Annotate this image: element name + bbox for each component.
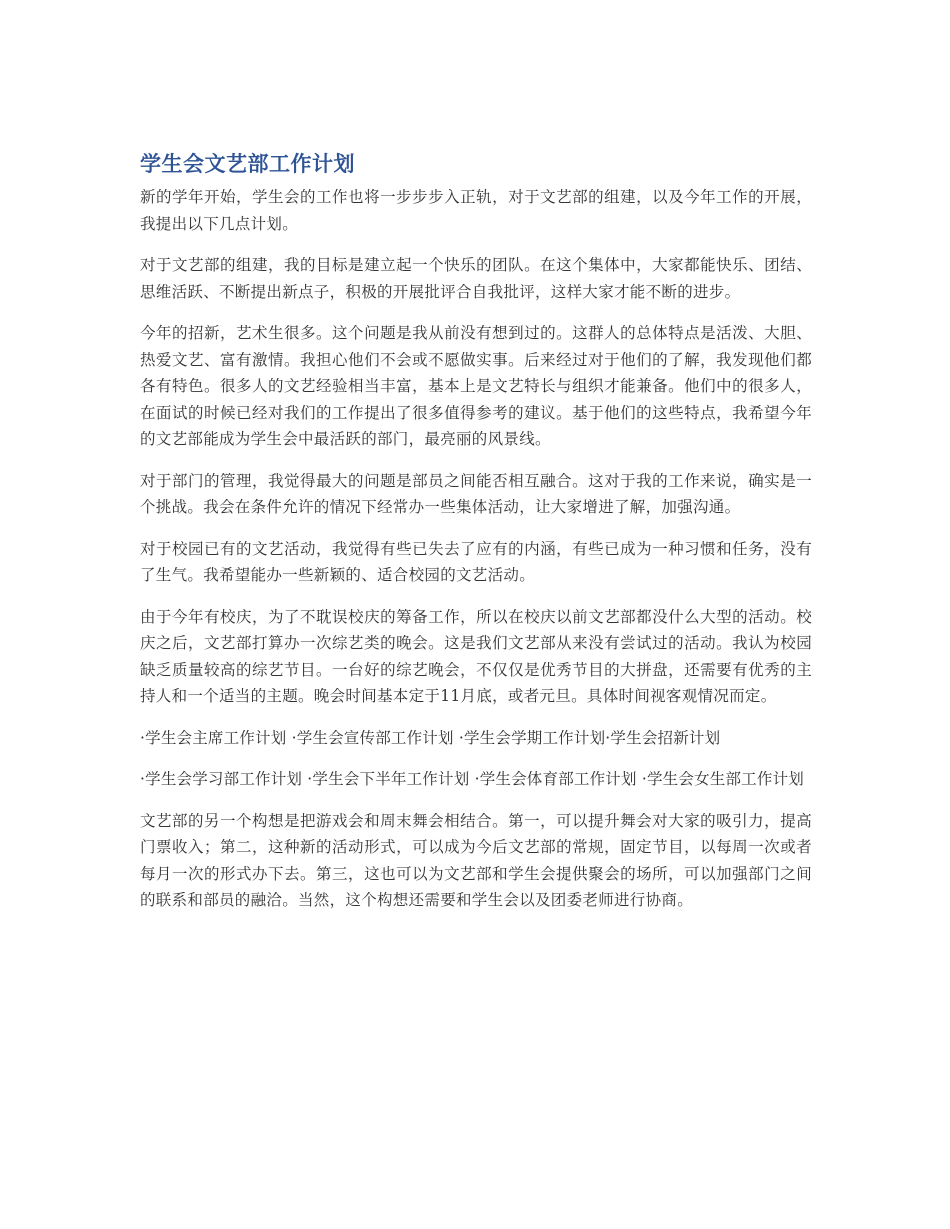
related-link-publicity-plan[interactable]: ·学生会宣传部工作计划: [291, 728, 454, 747]
paragraph-campus-activities: 对于校园已有的文艺活动，我觉得有些已失去了应有的内涵，有些已成为一种习惯和任务，没有了生气。我希望能办一些新颖的、适合校园的文艺活动。: [140, 539, 812, 584]
related-link-recruitment-plan[interactable]: ·学生会招新计划: [605, 728, 721, 747]
document-title: 学生会文艺部工作计划: [140, 152, 355, 176]
paragraph-intro: 新的学年开始，学生会的工作也将一步步步入正轨，对于文艺部的组建，以及今年工作的开展，我提出以下几点计划。: [140, 188, 812, 233]
paragraph-closing: 文艺部的另一个构想是把游戏会和周末舞会相结合。第一，可以提升舞会对大家的吸引力，提高门票收入；第二，这种新的活动形式，可以成为今后文艺部的常规，固定节目，以每周一次或者每月一次的形式办下去。第三，这也可以为文艺部和学生会提供聚会的场所，可以加强部门之间的联系和部员的融洽。当然，这个构想还需要和学生会以及团委老师进行协商。: [140, 811, 812, 909]
paragraph-team-building: 对于文艺部的组建，我的目标是建立起一个快乐的团队。在这个集体中，大家都能快乐、团结、思维活跃、不断提出新点子，积极的开展批评合自我批评，这样大家才能不断的进步。: [140, 256, 812, 301]
related-links-row-1: [140, 725, 812, 752]
related-link-sports-plan[interactable]: ·学生会体育部工作计划: [474, 770, 637, 788]
related-link-chairman-plan[interactable]: ·学生会主席工作计划: [140, 728, 287, 747]
paragraph-anniversary: 由于今年有校庆，为了不耽误校庆的筹备工作，所以在校庆以前文艺部都没什么大型的活动。校庆之后，文艺部打算办一次综艺类的晚会。这是我们文艺部从来没有尝试过的活动。我认为校园缺乏质量较高的综艺节目。一台好的综艺晚会，不仅仅是优秀节目的大拼盘，还需要有优秀的主持人和一个适当的主题。晚会时间基本定于11月底，或者元旦。具体时间视客观情况而定。: [140, 607, 812, 705]
related-link-second-half-plan[interactable]: ·学生会下半年工作计划: [307, 770, 470, 788]
related-link-semester-plan[interactable]: ·学生会学期工作计划: [458, 728, 606, 747]
related-link-female-students-plan[interactable]: ·学生会女生部工作计划: [641, 770, 804, 788]
paragraph-recruitment: 今年的招新，艺术生很多。这个问题是我从前没有想到过的。这群人的总体特点是活泼、大胆、热爱文艺、富有激情。我担心他们不会或不愿做实事。后来经过对于他们的了解，我发现他们都各有特色。很多人的文艺经验相当丰富，基本上是文艺特长与组织才能兼备。他们中的很多人，在面试的时候已经对我们的工作提出了很多值得参考的建议。基于他们的这些特点，我希望今年的文艺部能成为学生会中最活跃的部门，最亮丽的风景线。: [140, 324, 812, 448]
related-links-row-2: [140, 766, 812, 793]
document-page: [140, 148, 812, 929]
related-link-study-plan[interactable]: ·学生会学习部工作计划: [140, 770, 303, 788]
paragraph-management: 对于部门的管理，我觉得最大的问题是部员之间能否相互融合。这对于我的工作来说，确实是一个挑战。我会在条件允许的情况下经常办一些集体活动，让大家增进了解，加强沟通。: [140, 471, 812, 516]
